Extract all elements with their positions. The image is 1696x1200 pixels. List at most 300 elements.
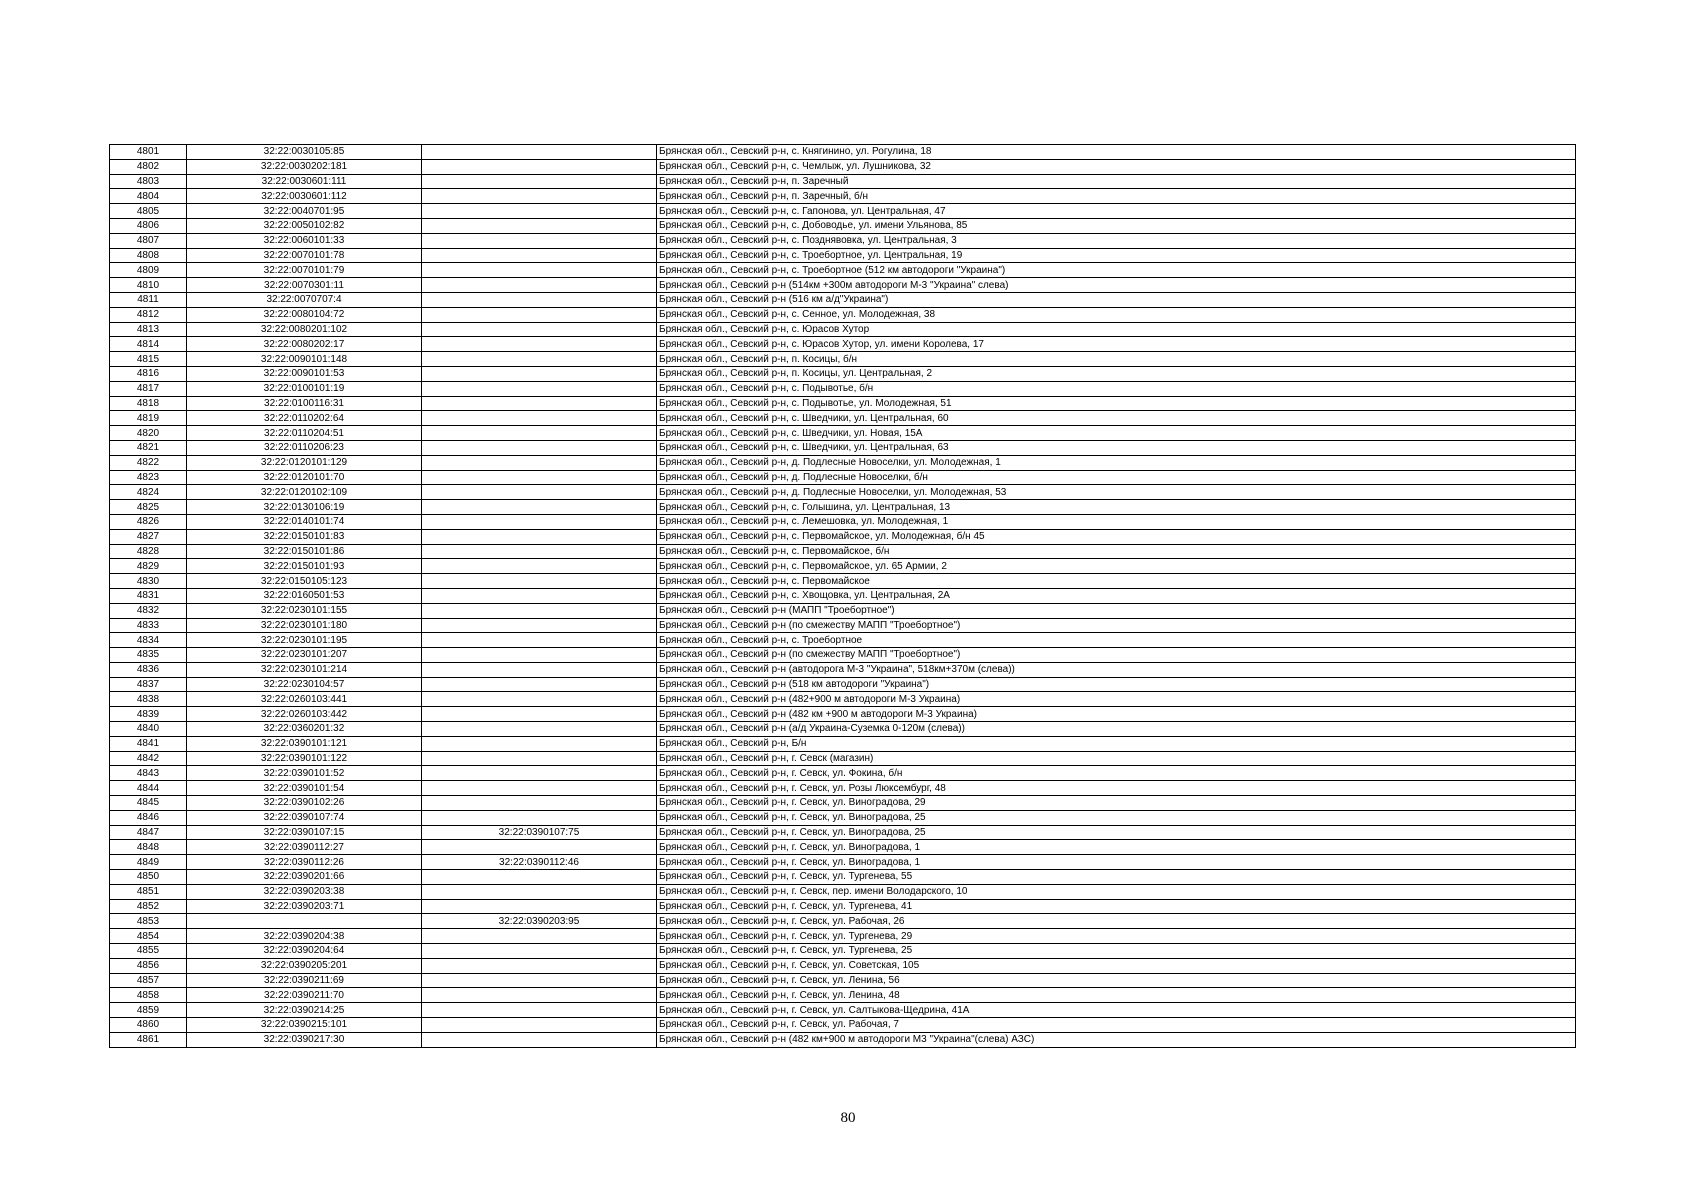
address-cell: Брянская обл., Севский р-н, г. Севск, ул. Виноградова, 25	[657, 810, 1576, 825]
cadastral-number-alt-cell	[422, 455, 657, 470]
row-number-cell: 4838	[110, 692, 187, 707]
row-number-cell: 4857	[110, 973, 187, 988]
address-cell: Брянская обл., Севский р-н, Б/н	[657, 736, 1576, 751]
table-row	[110, 855, 1576, 870]
cadastral-number-cell: 32:22:0390101:54	[187, 781, 422, 796]
table-row	[110, 159, 1576, 174]
cadastral-number-cell: 32:22:0390203:38	[187, 884, 422, 899]
table-row	[110, 337, 1576, 352]
address-cell: Брянская обл., Севский р-н (518 км автодороги "Украина")	[657, 677, 1576, 692]
row-number-cell: 4806	[110, 218, 187, 233]
row-number-cell: 4821	[110, 440, 187, 455]
row-number-cell: 4802	[110, 159, 187, 174]
address-cell: Брянская обл., Севский р-н, г. Севск, ул. Розы Люксембург, 48	[657, 781, 1576, 796]
cadastral-number-cell: 32:22:0390203:71	[187, 899, 422, 914]
cadastral-number-cell: 32:22:0260103:441	[187, 692, 422, 707]
cadastral-number-alt-cell	[422, 944, 657, 959]
row-number-cell: 4853	[110, 914, 187, 929]
address-cell: Брянская обл., Севский р-н, с. Первомайское, б/н	[657, 544, 1576, 559]
cadastral-number-cell: 32:22:0080104:72	[187, 307, 422, 322]
table-row	[110, 618, 1576, 633]
cadastral-number-cell: 32:22:0360201:32	[187, 722, 422, 737]
table-row	[110, 825, 1576, 840]
address-cell: Брянская обл., Севский р-н (по смежеству МАПП "Троебортное")	[657, 648, 1576, 663]
cadastral-number-cell: 32:22:0030601:111	[187, 174, 422, 189]
table-row	[110, 292, 1576, 307]
row-number-cell: 4803	[110, 174, 187, 189]
cadastral-number-alt-cell	[422, 574, 657, 589]
address-cell: Брянская обл., Севский р-н (514км +300м автодороги М-3 "Украина" слева)	[657, 278, 1576, 293]
cadastral-number-cell: 32:22:0390217:30	[187, 1032, 422, 1047]
cadastral-number-cell: 32:22:0390101:52	[187, 766, 422, 781]
cadastral-number-cell: 32:22:0150101:86	[187, 544, 422, 559]
cadastral-number-alt-cell	[422, 204, 657, 219]
address-cell: Брянская обл., Севский р-н, п. Косицы, ул. Центральная, 2	[657, 366, 1576, 381]
cadastral-number-cell: 32:22:0030202:181	[187, 159, 422, 174]
cadastral-number-alt-cell	[422, 263, 657, 278]
table-row	[110, 189, 1576, 204]
row-number-cell: 4849	[110, 855, 187, 870]
row-number-cell: 4841	[110, 736, 187, 751]
address-cell: Брянская обл., Севский р-н, с. Гапонова, ул. Центральная, 47	[657, 204, 1576, 219]
row-number-cell: 4842	[110, 751, 187, 766]
row-number-cell: 4823	[110, 470, 187, 485]
cadastral-number-alt-cell	[422, 352, 657, 367]
cadastral-number-alt-cell	[422, 840, 657, 855]
address-cell: Брянская обл., Севский р-н, с. Сенное, ул. Молодежная, 38	[657, 307, 1576, 322]
cadastral-number-alt-cell	[422, 1032, 657, 1047]
cadastral-number-alt-cell	[422, 722, 657, 737]
cadastral-number-alt-cell	[422, 381, 657, 396]
cadastral-number-cell: 32:22:0120101:129	[187, 455, 422, 470]
row-number-cell: 4804	[110, 189, 187, 204]
address-cell: Брянская обл., Севский р-н, с. Чемлыж, ул. Лушникова, 32	[657, 159, 1576, 174]
address-cell: Брянская обл., Севский р-н, г. Севск, ул. Рабочая, 7	[657, 1018, 1576, 1033]
row-number-cell: 4808	[110, 248, 187, 263]
address-cell: Брянская обл., Севский р-н, п. Косицы, б/н	[657, 352, 1576, 367]
table-row	[110, 559, 1576, 574]
cadastral-number-alt-cell	[422, 707, 657, 722]
cadastral-number-cell: 32:22:0080201:102	[187, 322, 422, 337]
cadastral-number-alt-cell	[422, 278, 657, 293]
row-number-cell: 4852	[110, 899, 187, 914]
row-number-cell: 4827	[110, 529, 187, 544]
table-row	[110, 500, 1576, 515]
row-number-cell: 4820	[110, 426, 187, 441]
address-cell: Брянская обл., Севский р-н (482 км+900 м автодороги М3 "Украина"(слева) АЗС)	[657, 1032, 1576, 1047]
table-row	[110, 307, 1576, 322]
cadastral-number-cell: 32:22:0390215:101	[187, 1018, 422, 1033]
cadastral-number-alt-cell	[422, 529, 657, 544]
row-number-cell: 4856	[110, 958, 187, 973]
row-number-cell: 4811	[110, 292, 187, 307]
cadastral-number-cell: 32:22:0390205:201	[187, 958, 422, 973]
address-cell: Брянская обл., Севский р-н, д. Подлесные Новоселки, б/н	[657, 470, 1576, 485]
cadastral-number-alt-cell	[422, 322, 657, 337]
table-row	[110, 485, 1576, 500]
cadastral-number-alt-cell	[422, 440, 657, 455]
address-cell: Брянская обл., Севский р-н, с. Первомайское, ул. 65 Армии, 2	[657, 559, 1576, 574]
cadastral-number-alt-cell	[422, 810, 657, 825]
address-cell: Брянская обл., Севский р-н, г. Севск (магазин)	[657, 751, 1576, 766]
address-cell: Брянская обл., Севский р-н, г. Севск, ул. Виноградова, 1	[657, 855, 1576, 870]
cadastral-number-alt-cell	[422, 426, 657, 441]
address-cell: Брянская обл., Севский р-н, с. Шведчики, ул. Новая, 15А	[657, 426, 1576, 441]
table-row	[110, 662, 1576, 677]
address-cell: Брянская обл., Севский р-н (516 км а/д"Украина")	[657, 292, 1576, 307]
address-cell: Брянская обл., Севский р-н, с. Троебортное, ул. Центральная, 19	[657, 248, 1576, 263]
cadastral-number-cell: 32:22:0390201:66	[187, 870, 422, 885]
address-cell: Брянская обл., Севский р-н, г. Севск, ул. Тургенева, 55	[657, 870, 1576, 885]
address-cell: Брянская обл., Севский р-н, с. Голышина, ул. Центральная, 13	[657, 500, 1576, 515]
cadastral-number-cell: 32:22:0150101:93	[187, 559, 422, 574]
cadastral-number-alt-cell	[422, 633, 657, 648]
cadastral-number-cell: 32:22:0070101:79	[187, 263, 422, 278]
row-number-cell: 4839	[110, 707, 187, 722]
cadastral-number-alt-cell	[422, 677, 657, 692]
table-row	[110, 588, 1576, 603]
cadastral-number-alt-cell	[422, 736, 657, 751]
cadastral-number-cell: 32:22:0100101:19	[187, 381, 422, 396]
cadastral-number-alt-cell	[422, 781, 657, 796]
table-row	[110, 352, 1576, 367]
row-number-cell: 4810	[110, 278, 187, 293]
row-number-cell: 4822	[110, 455, 187, 470]
table-row	[110, 988, 1576, 1003]
table-row	[110, 529, 1576, 544]
cadastral-number-cell: 32:22:0160501:53	[187, 588, 422, 603]
row-number-cell: 4828	[110, 544, 187, 559]
cadastral-number-cell: 32:22:0150101:83	[187, 529, 422, 544]
table-row	[110, 411, 1576, 426]
table-row	[110, 145, 1576, 160]
cadastral-number-alt-cell	[422, 870, 657, 885]
address-cell: Брянская обл., Севский р-н, с. Лемешовка, ул. Молодежная, 1	[657, 514, 1576, 529]
table-row	[110, 574, 1576, 589]
cadastral-number-alt-cell	[422, 470, 657, 485]
cadastral-number-alt-cell: 32:22:0390112:46	[422, 855, 657, 870]
table-row	[110, 633, 1576, 648]
table-row	[110, 914, 1576, 929]
address-cell: Брянская обл., Севский р-н, г. Севск, ул. Рабочая, 26	[657, 914, 1576, 929]
table-row	[110, 514, 1576, 529]
address-cell: Брянская обл., Севский р-н, п. Заречный	[657, 174, 1576, 189]
table-row	[110, 944, 1576, 959]
address-cell: Брянская обл., Севский р-н, с. Подывотье, ул. Молодежная, 51	[657, 396, 1576, 411]
table-row	[110, 929, 1576, 944]
row-number-cell: 4850	[110, 870, 187, 885]
page-number: 80	[840, 1110, 856, 1126]
cadastral-number-cell: 32:22:0050102:82	[187, 218, 422, 233]
cadastral-number-cell: 32:22:0070707:4	[187, 292, 422, 307]
cadastral-number-cell: 32:22:0230101:180	[187, 618, 422, 633]
table-row	[110, 810, 1576, 825]
table-row	[110, 366, 1576, 381]
table-row	[110, 781, 1576, 796]
address-cell: Брянская обл., Севский р-н, с. Шведчики, ул. Центральная, 60	[657, 411, 1576, 426]
cadastral-number-alt-cell	[422, 1018, 657, 1033]
cadastral-number-cell: 32:22:0030105:85	[187, 145, 422, 160]
address-cell: Брянская обл., Севский р-н (482+900 м автодороги М-3 Украина)	[657, 692, 1576, 707]
cadastral-number-alt-cell	[422, 174, 657, 189]
row-number-cell: 4809	[110, 263, 187, 278]
cadastral-number-cell: 32:22:0390211:69	[187, 973, 422, 988]
address-cell: Брянская обл., Севский р-н, г. Севск, ул. Фокина, б/н	[657, 766, 1576, 781]
cadastral-number-cell: 32:22:0260103:442	[187, 707, 422, 722]
cadastral-number-alt-cell	[422, 929, 657, 944]
table-row	[110, 707, 1576, 722]
address-cell: Брянская обл., Севский р-н, г. Севск, ул. Виноградова, 1	[657, 840, 1576, 855]
row-number-cell: 4859	[110, 1003, 187, 1018]
cadastral-number-cell: 32:22:0390101:121	[187, 736, 422, 751]
cadastral-number-cell: 32:22:0150105:123	[187, 574, 422, 589]
cadastral-number-cell: 32:22:0110206:23	[187, 440, 422, 455]
cadastral-number-alt-cell	[422, 648, 657, 663]
cadastral-number-cell: 32:22:0130106:19	[187, 500, 422, 515]
row-number-cell: 4858	[110, 988, 187, 1003]
table-row	[110, 1003, 1576, 1018]
cadastral-number-alt-cell	[422, 1003, 657, 1018]
address-cell: Брянская обл., Севский р-н, г. Севск, ул. Виноградова, 29	[657, 796, 1576, 811]
cadastral-number-cell: 32:22:0390112:27	[187, 840, 422, 855]
table-row	[110, 603, 1576, 618]
table-row	[110, 233, 1576, 248]
row-number-cell: 4861	[110, 1032, 187, 1047]
table-row	[110, 766, 1576, 781]
cadastral-number-cell: 32:22:0230104:57	[187, 677, 422, 692]
cadastral-number-alt-cell	[422, 751, 657, 766]
cadastral-number-cell: 32:22:0230101:195	[187, 633, 422, 648]
address-cell: Брянская обл., Севский р-н, с. Первомайское, ул. Молодежная, б/н 45	[657, 529, 1576, 544]
table-row	[110, 381, 1576, 396]
row-number-cell: 4843	[110, 766, 187, 781]
cadastral-number-alt-cell	[422, 218, 657, 233]
table-body	[110, 145, 1576, 1048]
row-number-cell: 4817	[110, 381, 187, 396]
row-number-cell: 4855	[110, 944, 187, 959]
table-row	[110, 174, 1576, 189]
row-number-cell: 4831	[110, 588, 187, 603]
cadastral-number-cell: 32:22:0390107:15	[187, 825, 422, 840]
cadastral-number-cell: 32:22:0230101:214	[187, 662, 422, 677]
cadastral-number-alt-cell	[422, 514, 657, 529]
table-row	[110, 322, 1576, 337]
address-cell: Брянская обл., Севский р-н, г. Севск, ул. Виноградова, 25	[657, 825, 1576, 840]
cadastral-number-alt-cell	[422, 662, 657, 677]
table-row	[110, 796, 1576, 811]
address-cell: Брянская обл., Севский р-н, с. Троебортное (512 км автодороги "Украина")	[657, 263, 1576, 278]
cadastral-number-alt-cell	[422, 692, 657, 707]
cadastral-number-cell: 32:22:0120101:70	[187, 470, 422, 485]
address-cell: Брянская обл., Севский р-н, с. Княгинино, ул. Рогулина, 18	[657, 145, 1576, 160]
row-number-cell: 4824	[110, 485, 187, 500]
row-number-cell: 4848	[110, 840, 187, 855]
row-number-cell: 4830	[110, 574, 187, 589]
cadastral-number-alt-cell	[422, 500, 657, 515]
table-row	[110, 426, 1576, 441]
cadastral-number-alt-cell	[422, 396, 657, 411]
row-number-cell: 4834	[110, 633, 187, 648]
cadastral-number-cell: 32:22:0070301:11	[187, 278, 422, 293]
table-row	[110, 958, 1576, 973]
row-number-cell: 4835	[110, 648, 187, 663]
cadastral-table	[109, 144, 1576, 1048]
cadastral-number-cell: 32:22:0390112:26	[187, 855, 422, 870]
cadastral-number-cell: 32:22:0390211:70	[187, 988, 422, 1003]
row-number-cell: 4854	[110, 929, 187, 944]
cadastral-number-alt-cell	[422, 337, 657, 352]
table-row	[110, 470, 1576, 485]
table-row	[110, 692, 1576, 707]
table-row	[110, 736, 1576, 751]
table-row	[110, 455, 1576, 470]
row-number-cell: 4846	[110, 810, 187, 825]
cadastral-number-cell: 32:22:0390214:25	[187, 1003, 422, 1018]
address-cell: Брянская обл., Севский р-н, г. Севск, ул. Тургенева, 29	[657, 929, 1576, 944]
address-cell: Брянская обл., Севский р-н, с. Троебортное	[657, 633, 1576, 648]
cadastral-number-cell: 32:22:0100116:31	[187, 396, 422, 411]
address-cell: Брянская обл., Севский р-н, г. Севск, пер. имени Володарского, 10	[657, 884, 1576, 899]
row-number-cell: 4825	[110, 500, 187, 515]
cadastral-number-alt-cell	[422, 618, 657, 633]
cadastral-number-cell: 32:22:0230101:155	[187, 603, 422, 618]
row-number-cell: 4816	[110, 366, 187, 381]
address-cell: Брянская обл., Севский р-н, с. Юрасов Хутор, ул. имени Королева, 17	[657, 337, 1576, 352]
cadastral-number-alt-cell	[422, 411, 657, 426]
table-row	[110, 1018, 1576, 1033]
table-row	[110, 248, 1576, 263]
row-number-cell: 4801	[110, 145, 187, 160]
cadastral-number-cell: 32:22:0390204:38	[187, 929, 422, 944]
row-number-cell: 4813	[110, 322, 187, 337]
row-number-cell: 4832	[110, 603, 187, 618]
cadastral-number-alt-cell: 32:22:0390203:95	[422, 914, 657, 929]
table-row	[110, 884, 1576, 899]
table-row	[110, 263, 1576, 278]
address-cell: Брянская обл., Севский р-н, с. Хвощовка, ул. Центральная, 2А	[657, 588, 1576, 603]
address-cell: Брянская обл., Севский р-н, п. Заречный, б/н	[657, 189, 1576, 204]
cadastral-number-alt-cell	[422, 292, 657, 307]
cadastral-number-cell: 32:22:0390102:26	[187, 796, 422, 811]
cadastral-number-cell: 32:22:0080202:17	[187, 337, 422, 352]
address-cell: Брянская обл., Севский р-н, с. Шведчики, ул. Центральная, 63	[657, 440, 1576, 455]
cadastral-number-cell: 32:22:0230101:207	[187, 648, 422, 663]
address-cell: Брянская обл., Севский р-н, с. Позднявовка, ул. Центральная, 3	[657, 233, 1576, 248]
cadastral-number-cell: 32:22:0110204:51	[187, 426, 422, 441]
address-cell: Брянская обл., Севский р-н (МАПП "Троебортное")	[657, 603, 1576, 618]
cadastral-number-alt-cell: 32:22:0390107:75	[422, 825, 657, 840]
cadastral-number-alt-cell	[422, 248, 657, 263]
row-number-cell: 4818	[110, 396, 187, 411]
table-row	[110, 544, 1576, 559]
address-cell: Брянская обл., Севский р-н, г. Севск, ул. Ленина, 56	[657, 973, 1576, 988]
address-cell: Брянская обл., Севский р-н, с. Юрасов Хутор	[657, 322, 1576, 337]
cadastral-number-alt-cell	[422, 544, 657, 559]
row-number-cell: 4833	[110, 618, 187, 633]
cadastral-number-cell: 32:22:0040701:95	[187, 204, 422, 219]
cadastral-number-cell: 32:22:0090101:53	[187, 366, 422, 381]
row-number-cell: 4819	[110, 411, 187, 426]
address-cell: Брянская обл., Севский р-н, д. Подлесные Новоселки, ул. Молодежная, 53	[657, 485, 1576, 500]
table-row	[110, 722, 1576, 737]
cadastral-number-cell: 32:22:0060101:33	[187, 233, 422, 248]
table-row	[110, 840, 1576, 855]
cadastral-number-alt-cell	[422, 958, 657, 973]
address-cell: Брянская обл., Севский р-н, г. Севск, ул. Советская, 105	[657, 958, 1576, 973]
table-row	[110, 218, 1576, 233]
table-row	[110, 648, 1576, 663]
cadastral-number-alt-cell	[422, 559, 657, 574]
cadastral-number-cell: 32:22:0390204:64	[187, 944, 422, 959]
table-row	[110, 973, 1576, 988]
cadastral-number-alt-cell	[422, 899, 657, 914]
cadastral-number-alt-cell	[422, 189, 657, 204]
table-row	[110, 870, 1576, 885]
cadastral-number-alt-cell	[422, 366, 657, 381]
cadastral-number-alt-cell	[422, 588, 657, 603]
table-row	[110, 204, 1576, 219]
cadastral-number-alt-cell	[422, 988, 657, 1003]
row-number-cell: 4851	[110, 884, 187, 899]
table-row	[110, 1032, 1576, 1047]
row-number-cell: 4826	[110, 514, 187, 529]
cadastral-number-alt-cell	[422, 485, 657, 500]
row-number-cell: 4837	[110, 677, 187, 692]
row-number-cell: 4815	[110, 352, 187, 367]
address-cell: Брянская обл., Севский р-н, с. Первомайское	[657, 574, 1576, 589]
address-cell: Брянская обл., Севский р-н, с. Подывотье, б/н	[657, 381, 1576, 396]
cadastral-number-alt-cell	[422, 884, 657, 899]
address-cell: Брянская обл., Севский р-н, г. Севск, ул. Ленина, 48	[657, 988, 1576, 1003]
address-cell: Брянская обл., Севский р-н (по смежеству МАПП "Троебортное")	[657, 618, 1576, 633]
table-row	[110, 677, 1576, 692]
cadastral-number-alt-cell	[422, 796, 657, 811]
cadastral-number-cell: 32:22:0070101:78	[187, 248, 422, 263]
table-row	[110, 396, 1576, 411]
cadastral-number-cell: 32:22:0140101:74	[187, 514, 422, 529]
row-number-cell: 4836	[110, 662, 187, 677]
address-cell: Брянская обл., Севский р-н, г. Севск, ул. Тургенева, 25	[657, 944, 1576, 959]
cadastral-number-cell: 32:22:0390107:74	[187, 810, 422, 825]
cadastral-number-alt-cell	[422, 766, 657, 781]
cadastral-number-cell: 32:22:0090101:148	[187, 352, 422, 367]
cadastral-number-cell: 32:22:0390101:122	[187, 751, 422, 766]
row-number-cell: 4812	[110, 307, 187, 322]
cadastral-number-alt-cell	[422, 159, 657, 174]
table-row	[110, 751, 1576, 766]
cadastral-number-alt-cell	[422, 973, 657, 988]
address-cell: Брянская обл., Севский р-н (482 км +900 м автодороги М-3 Украина)	[657, 707, 1576, 722]
table-row	[110, 278, 1576, 293]
row-number-cell: 4860	[110, 1018, 187, 1033]
row-number-cell: 4805	[110, 204, 187, 219]
table-row	[110, 899, 1576, 914]
row-number-cell: 4844	[110, 781, 187, 796]
row-number-cell: 4829	[110, 559, 187, 574]
cadastral-number-alt-cell	[422, 145, 657, 160]
cadastral-number-cell: 32:22:0030601:112	[187, 189, 422, 204]
row-number-cell: 4807	[110, 233, 187, 248]
address-cell: Брянская обл., Севский р-н, д. Подлесные Новоселки, ул. Молодежная, 1	[657, 455, 1576, 470]
cadastral-number-alt-cell	[422, 307, 657, 322]
address-cell: Брянская обл., Севский р-н (автодорога М-3 "Украина", 518км+370м (слева))	[657, 662, 1576, 677]
cadastral-number-cell: 32:22:0120102:109	[187, 485, 422, 500]
table-row	[110, 440, 1576, 455]
address-cell: Брянская обл., Севский р-н, г. Севск, ул. Салтыкова-Щедрина, 41А	[657, 1003, 1576, 1018]
cadastral-number-cell	[187, 914, 422, 929]
cadastral-number-alt-cell	[422, 233, 657, 248]
cadastral-number-alt-cell	[422, 603, 657, 618]
